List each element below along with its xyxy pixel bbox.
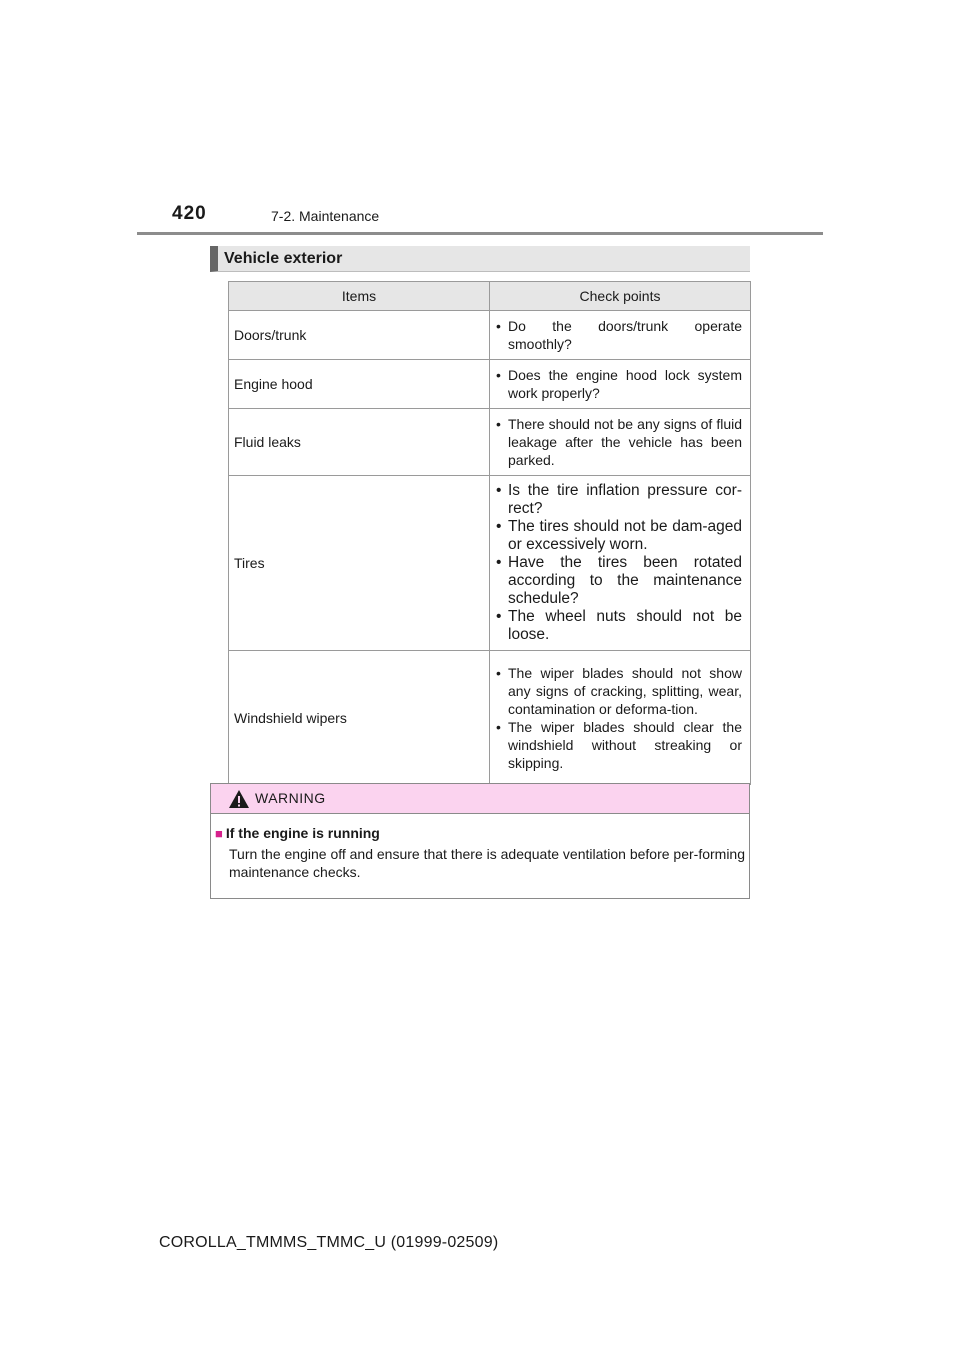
list-item: • Do the doors/trunk operate smoothly? [496,317,742,353]
check-points-cell [490,311,751,360]
check-points-cell [490,476,751,651]
footer-document-code: COROLLA_TMMMS_TMMC_U (01999-02509) [159,1234,499,1251]
section-title-text: Vehicle exterior [224,250,343,267]
warning-header [211,784,749,814]
column-header-items: Items [229,282,490,311]
warning-label: WARNING [255,790,326,806]
check-points-list [496,482,742,644]
check-points-cell [490,651,751,785]
section-title [210,246,750,272]
list-item: • The wiper blades should not show any signs of cracking, splitting, wear, contamination or deforma-tion. [496,664,742,718]
table-row [229,311,751,360]
item-cell: Windshield wipers [229,651,490,785]
check-points-list [496,415,742,469]
table-row [229,651,751,785]
table-header-row [229,282,751,311]
check-points-list [496,366,742,402]
section-reference: 7-2. Maintenance [271,208,380,224]
list-item: • There should not be any signs of fluid leakage after the vehicle has been parked. [496,415,742,469]
check-points-list [496,664,742,772]
header-divider [137,232,823,235]
warning-heading [215,825,380,841]
list-item: • The tires should not be dam-aged or excessively worn. [496,518,742,554]
check-points-list [496,317,742,353]
list-item: • The wiper blades should clear the windshield without streaking or skipping. [496,718,742,772]
table-row [229,409,751,476]
check-points-cell [490,360,751,409]
table-row [229,360,751,409]
list-item: • Have the tires been rotated according to the maintenance schedule? [496,554,742,608]
warning-triangle-icon [228,789,250,809]
warning-heading-text: If the engine is running [225,825,380,841]
column-header-check-points: Check points [490,282,751,311]
square-bullet-icon: ■ [215,826,223,841]
warning-body: Turn the engine off and ensure that there is adequate ventilation before per-forming maintenance checks. [229,846,746,880]
item-cell: Tires [229,476,490,651]
item-cell: Engine hood [229,360,490,409]
item-cell: Doors/trunk [229,311,490,360]
check-table [228,281,751,785]
list-item: • Is the tire inflation pressure cor-rect? [496,482,742,518]
warning-box [210,783,750,899]
page-number: 420 [172,203,207,224]
item-cell: Fluid leaks [229,409,490,476]
page-header [172,203,822,233]
list-item: • Does the engine hood lock system work properly? [496,366,742,402]
list-item: • The wheel nuts should not be loose. [496,608,742,644]
table-row [229,476,751,651]
check-points-cell [490,409,751,476]
